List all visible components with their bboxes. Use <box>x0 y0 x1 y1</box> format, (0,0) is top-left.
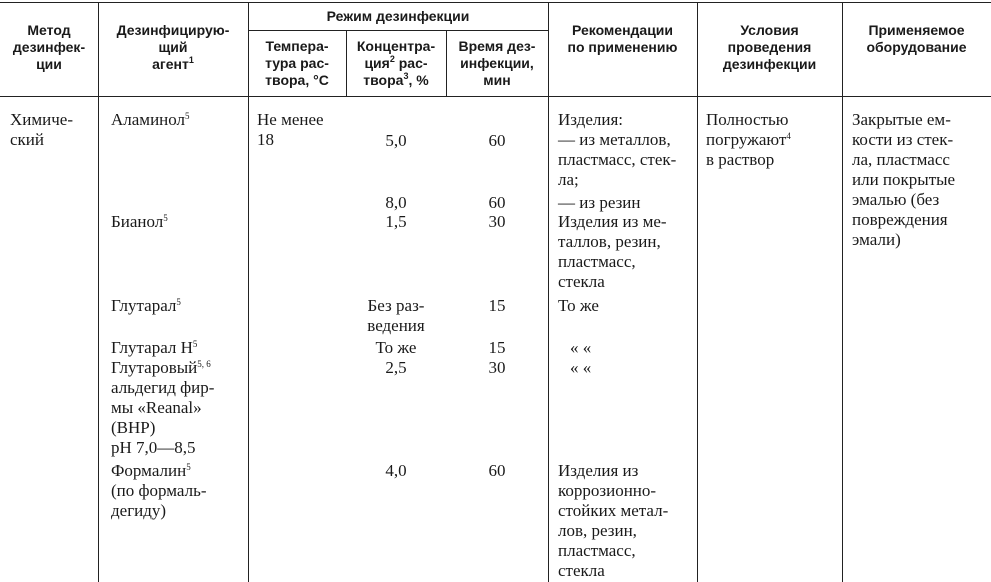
agent-bianol: Бианол$^5$ <box>111 212 168 231</box>
header-equipment: Применяемое оборудование <box>866 22 967 55</box>
time-value: 60 <box>488 193 506 212</box>
agent-formalin: Формалин$^5$ (по формаль- дегиду) <box>111 461 207 520</box>
header-temperature: Темпера- тура рас- твора, °С <box>265 38 329 88</box>
concentration-value: 8,0 <box>385 193 407 212</box>
concentration-value: 4,0 <box>385 461 407 480</box>
column-divider <box>548 2 549 582</box>
header-concentration: Концентра- ция$^2$ рас- твора$^3$, % <box>356 38 436 88</box>
agent-glutaral-n: Глутарал $Н^5$ <box>111 338 198 357</box>
method-cell: Химиче- ский <box>10 110 73 149</box>
concentration-value: 2,5 <box>385 358 407 377</box>
header-time: Время дез- инфекции, мин <box>458 38 536 88</box>
temperature-value: Не менее 18 <box>257 110 324 149</box>
recommendation-text: « « <box>570 338 592 357</box>
header-recommendations: Рекомендации по применению <box>567 22 678 55</box>
column-divider <box>98 2 99 582</box>
recommendation-text: Изделия из ме- таллов, резин, пластмасс, стекла <box>558 212 667 291</box>
time-value: 15 <box>488 296 506 315</box>
time-value: 60 <box>488 461 506 480</box>
recommendation-text: — из резин <box>558 193 641 212</box>
time-value: 15 <box>488 338 506 357</box>
concentration-value: 5,0 <box>385 131 407 150</box>
agent-glutaraldehyde: Глутаровый$^{5, 6}$ альдегид фир- мы «Reanal» (ВНР) pH 7,0—8,5 <box>111 358 215 457</box>
conditions-text: Полностью погружают$^4$ в раствор <box>706 110 791 169</box>
time-value: 60 <box>488 131 506 150</box>
recommendation-text: « « <box>570 358 592 377</box>
column-divider <box>842 2 843 582</box>
time-value: 30 <box>488 358 506 377</box>
recommendation-text: Изделия: — из металлов, пластмасс, стек- ла; <box>558 110 677 189</box>
agent-alaminol: Аламинол$^5$ <box>111 110 190 129</box>
concentration-value: 1,5 <box>385 212 407 231</box>
equipment-text: Закрытые ем- кости из стек- ла, пластмасс или покрытые эмалью (без повреждения эмали) <box>852 110 956 249</box>
header-regime: Режим дезинфекции <box>326 8 470 24</box>
agent-glutaral: Глутарал$^5$ <box>111 296 181 315</box>
time-value: 30 <box>488 212 506 231</box>
regime-header-divider <box>248 30 548 31</box>
header-method: Метод дезинфек- ции <box>12 22 86 72</box>
recommendation-text: То же <box>558 296 599 315</box>
recommendation-text: Изделия из коррозионно- стойких метал- лов, резин, пластмасс, стекла <box>558 461 669 580</box>
header-agent: Дезинфицирую- щий агент$^1$ <box>116 22 230 72</box>
concentration-value: То же <box>375 338 417 357</box>
concentration-value: Без раз- ведения <box>367 296 425 335</box>
column-divider <box>697 2 698 582</box>
column-divider <box>248 2 249 582</box>
header-conditions: Условия проведения дезинфекции <box>722 22 817 72</box>
